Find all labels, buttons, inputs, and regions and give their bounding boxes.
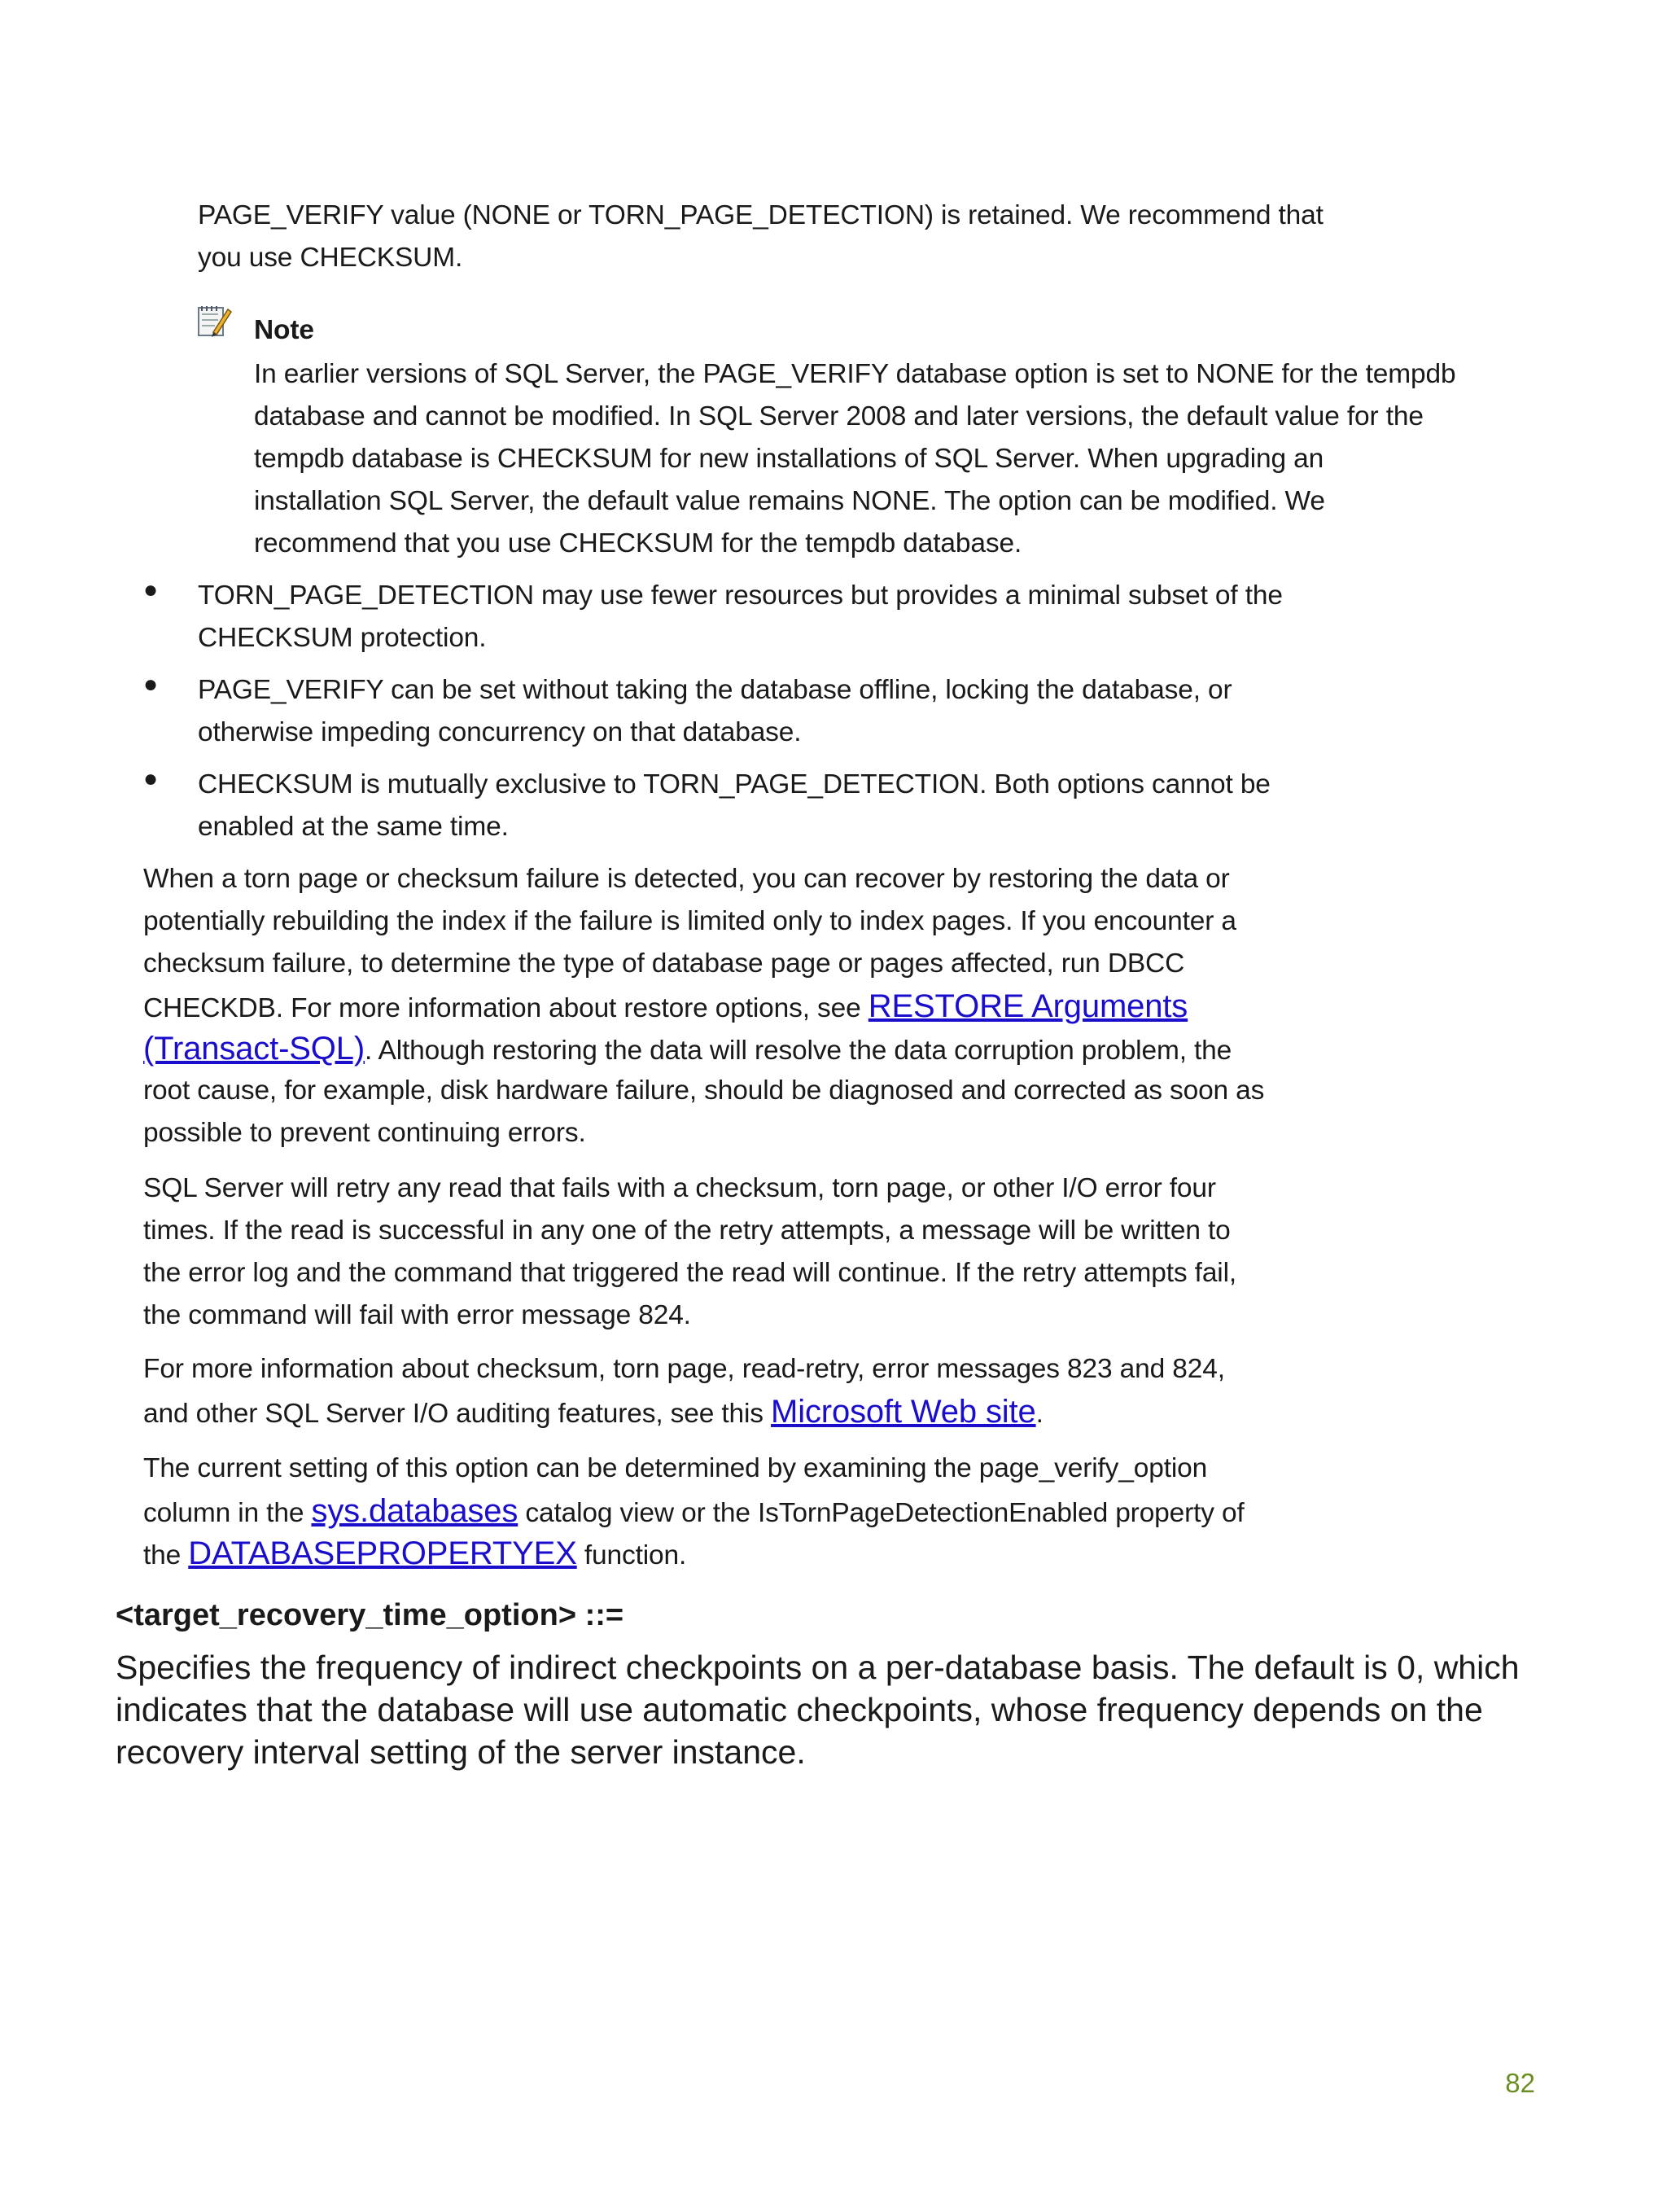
- current-line-3-prefix: the: [143, 1540, 189, 1570]
- restore-arguments-link[interactable]: RESTORE Arguments: [868, 988, 1188, 1024]
- bullet-3-line-1: CHECKSUM is mutually exclusive to TORN_PAGE_DETECTION. Both options cannot be: [198, 769, 1271, 799]
- current-line-3-suffix: function.: [576, 1540, 687, 1570]
- bullet-2-line-2: otherwise impeding concurrency on that database.: [198, 717, 802, 747]
- sys-databases-link[interactable]: sys.databases: [311, 1493, 518, 1529]
- moreinfo-line-2: [143, 1391, 1044, 1435]
- current-line-2-suffix: catalog view or the IsTornPageDetectionEnabled property of: [518, 1498, 1245, 1528]
- recovery-line-6: root cause, for example, disk hardware failure, should be diagnosed and corrected as soon as: [143, 1075, 1265, 1106]
- bullet-dot: ●: [143, 671, 159, 698]
- bullet-dot: ●: [143, 576, 159, 603]
- intro-line-1: PAGE_VERIFY value (NONE or TORN_PAGE_DETECTION) is retained. We recommend that: [198, 200, 1324, 230]
- page-number: 82: [1505, 2068, 1535, 2098]
- bullet-3-line-2: enabled at the same time.: [198, 812, 509, 842]
- section-line-3: recovery interval setting of the server instance.: [116, 1733, 806, 1771]
- recovery-line-2: potentially rebuilding the index if the failure is limited only to index pages. If you encounter a: [143, 906, 1236, 936]
- note-line-3: tempdb database is CHECKSUM for new installations of SQL Server. When upgrading an: [254, 444, 1324, 474]
- recovery-line-4: [143, 985, 1188, 1030]
- moreinfo-period: .: [1035, 1399, 1044, 1429]
- current-line-2: [143, 1490, 1245, 1535]
- retry-line-1: SQL Server will retry any read that fails with a checksum, torn page, or other I/O error four: [143, 1173, 1216, 1203]
- moreinfo-line-2-text: and other SQL Server I/O auditing features, see this: [143, 1399, 772, 1429]
- microsoft-web-site-link[interactable]: Microsoft Web site: [771, 1394, 1036, 1430]
- bullet-1-line-2: CHECKSUM protection.: [198, 623, 487, 653]
- recovery-line-7: possible to prevent continuing errors.: [143, 1118, 586, 1148]
- transact-sql-link[interactable]: (Transact-SQL): [143, 1031, 365, 1067]
- current-line-1: The current setting of this option can be determined by examining the page_verify_option: [143, 1453, 1208, 1483]
- bullet-1-line-1: TORN_PAGE_DETECTION may use fewer resources but provides a minimal subset of the: [198, 580, 1283, 611]
- recovery-line-3: checksum failure, to determine the type of database page or pages affected, run DBCC: [143, 948, 1185, 979]
- section-line-2: indicates that the database will use automatic checkpoints, whose frequency depends on the: [116, 1691, 1483, 1728]
- bullet-dot: ●: [143, 765, 159, 792]
- recovery-line-5-text: . Although restoring the data will resolve the data corruption problem, the: [365, 1036, 1232, 1066]
- retry-line-2: times. If the read is successful in any one of the retry attempts, a message will be written to: [143, 1216, 1231, 1246]
- retry-line-4: the command will fail with error message 824.: [143, 1300, 691, 1330]
- current-line-3: [143, 1532, 686, 1577]
- section-heading: <target_recovery_time_option> ::=: [116, 1598, 624, 1632]
- recovery-line-5: [143, 1027, 1232, 1072]
- databasepropertyex-link[interactable]: DATABASEPROPERTYEX: [188, 1535, 577, 1571]
- moreinfo-line-1: For more information about checksum, torn page, read-retry, error messages 823 and 824,: [143, 1354, 1225, 1384]
- note-title: Note: [254, 315, 314, 345]
- recovery-line-4-text: CHECKDB. For more information about restore options, see: [143, 993, 869, 1023]
- note-line-1: In earlier versions of SQL Server, the PAGE_VERIFY database option is set to NONE for the tempdb: [254, 359, 1456, 389]
- note-line-4: installation SQL Server, the default value remains NONE. The option can be modified. We: [254, 486, 1325, 516]
- note-line-2: database and cannot be modified. In SQL Server 2008 and later versions, the default value for the: [254, 401, 1424, 431]
- retry-line-3: the error log and the command that triggered the read will continue. If the retry attempts fail,: [143, 1258, 1237, 1288]
- bullet-2-line-1: PAGE_VERIFY can be set without taking the database offline, locking the database, or: [198, 675, 1232, 705]
- section-line-1: Specifies the frequency of indirect checkpoints on a per-database basis. The default is 0, which: [116, 1649, 1520, 1686]
- note-icon: [195, 301, 233, 339]
- note-line-5: recommend that you use CHECKSUM for the tempdb database.: [254, 528, 1022, 558]
- intro-line-2: you use CHECKSUM.: [198, 243, 463, 273]
- current-line-2-prefix: column in the: [143, 1498, 312, 1528]
- recovery-line-1: When a torn page or checksum failure is detected, you can recover by restoring the data or: [143, 864, 1230, 894]
